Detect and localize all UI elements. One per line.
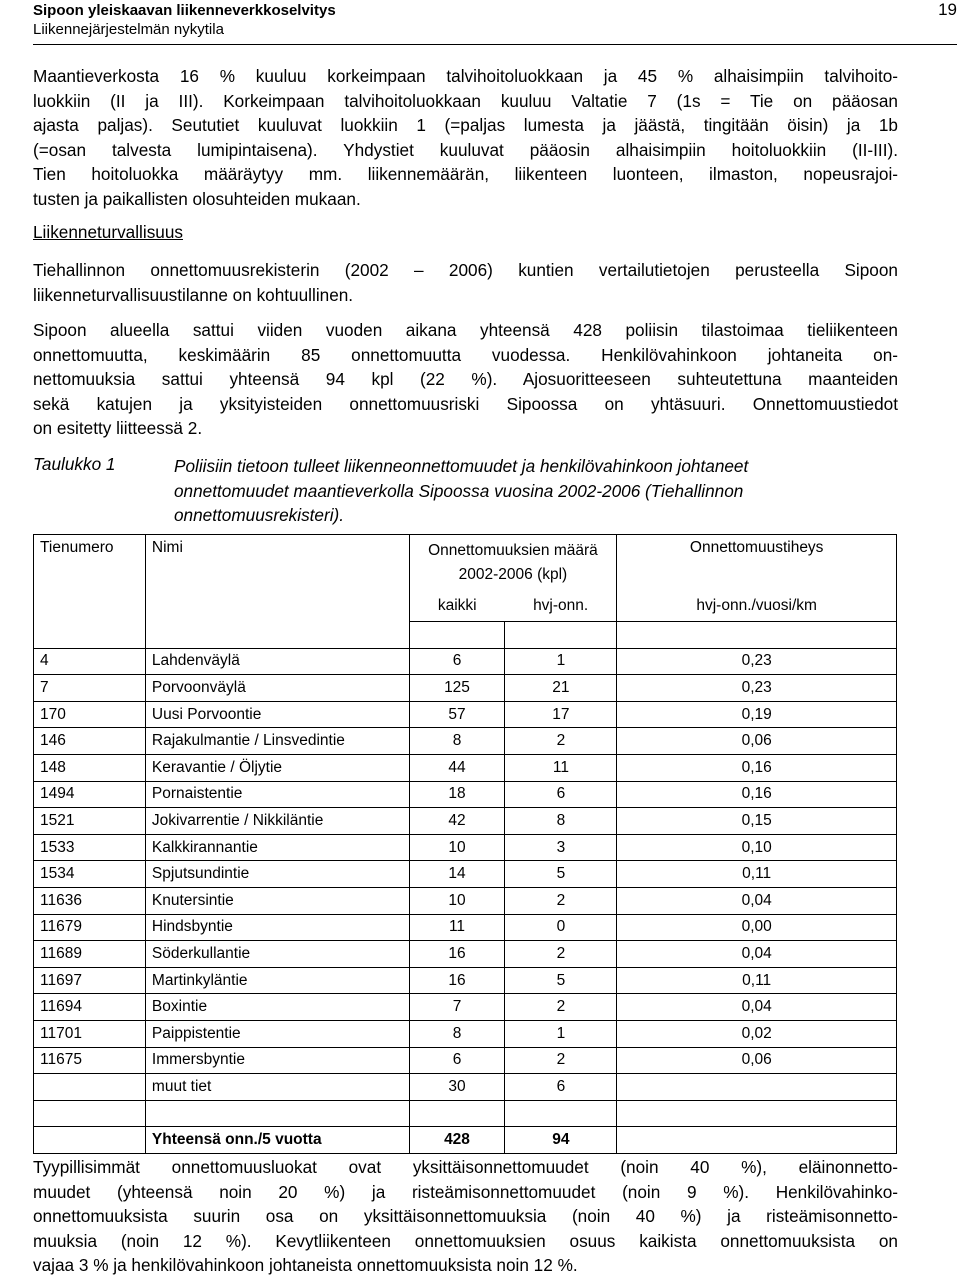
cell-tiheys: 0,23 (617, 675, 897, 702)
cell-hvj: 5 (505, 967, 617, 994)
text-line: onnettomuuksista suurin osa on yksittäisonnettomuuksia (noin 40 %) ja risteämisonnetto- (33, 1206, 898, 1226)
table-row (34, 834, 897, 861)
table-row (34, 675, 897, 702)
cell-tiheys: 0,23 (617, 648, 897, 675)
table-caption (174, 454, 900, 528)
cell-hvj: 1 (505, 648, 617, 675)
table-header-row (34, 535, 897, 592)
cell-tiheys: 0,04 (617, 994, 897, 1021)
table-caption-label: Taulukko 1 (33, 454, 116, 474)
cell-tiheys: 0,06 (617, 728, 897, 755)
table-row (34, 994, 897, 1021)
header-tiheys-unit: hvj-onn./vuosi/km (617, 591, 897, 622)
text-line: nettomuuksia sattui yhteensä 94 kpl (22 %). Ajosuoritteeseen suhteutettuna maanteiden (33, 369, 898, 389)
paragraph-accident-types (33, 1155, 898, 1278)
header-hvj: hvj-onn. (505, 591, 617, 622)
cell-tienumero: 11689 (34, 941, 146, 968)
cell-kaikki: 14 (409, 861, 505, 888)
cell-tienumero: 148 (34, 754, 146, 781)
text-line: Maantieverkosta 16 % kuuluu korkeimpaan talvihoitoluokkaan ja 45 % alhaisimpiin talvihoito- (33, 66, 898, 86)
caption-line: onnettomuudet maantieverkolla Sipoossa vuosina 2002-2006 (Tiehallinnon (174, 480, 744, 501)
table-row (34, 648, 897, 675)
cell-hvj: 8 (505, 808, 617, 835)
cell-kaikki: 16 (409, 941, 505, 968)
cell-tiheys: 0,15 (617, 808, 897, 835)
cell-tienumero: 11679 (34, 914, 146, 941)
total-hvj: 94 (505, 1127, 617, 1154)
paragraph-winter-maintenance (33, 64, 898, 211)
cell-hvj: 6 (505, 781, 617, 808)
cell-hvj: 11 (505, 754, 617, 781)
text-line: tusten ja paikallisten olosuhteiden mukaan. (33, 188, 361, 209)
cell-tienumero: 11697 (34, 967, 146, 994)
cell-kaikki: 8 (409, 728, 505, 755)
caption-line: Poliisiin tietoon tulleet liikenneonnettomuudet ja henkilövahinkoon johtaneet (174, 456, 749, 476)
cell-kaikki: 10 (409, 834, 505, 861)
cell-tienumero: 11675 (34, 1047, 146, 1074)
text-line: (=osan talvesta lumipintaisena). Yhdystiet kuuluvat pääosin alhaisimpiin hoitoluokkiin (II-III). (33, 139, 898, 160)
cell-tienumero: 11701 (34, 1020, 146, 1047)
cell-hvj: 21 (505, 675, 617, 702)
table-row (34, 701, 897, 728)
document-title: Sipoon yleiskaavan liikenneverkkoselvitys (33, 2, 336, 19)
header-tienumero: Tienumero (34, 535, 146, 622)
header-nimi: Nimi (145, 535, 409, 622)
text-line: Tyypillisimmät onnettomuusluokat ovat yksittäisonnettomuudet (noin 40 %), eläinonnetto- (33, 1157, 898, 1177)
cell-tienumero: 170 (34, 701, 146, 728)
cell-kaikki: 18 (409, 781, 505, 808)
text-line: liikenneturvallisuustilanne on kohtuullinen. (33, 284, 354, 305)
cell-kaikki: 11 (409, 914, 505, 941)
cell-kaikki: 10 (409, 887, 505, 914)
header-kaikki: kaikki (409, 591, 505, 622)
cell-tiheys: 0,19 (617, 701, 897, 728)
cell-hvj: 2 (505, 994, 617, 1021)
paragraph-safety-intro (33, 258, 898, 307)
cell-tiheys: 0,11 (617, 967, 897, 994)
cell-tiheys: 0,04 (617, 887, 897, 914)
cell-tiheys: 0,02 (617, 1020, 897, 1047)
cell-nimi: Lahdenväylä (145, 648, 409, 675)
table-row (34, 754, 897, 781)
table-row (34, 728, 897, 755)
cell-nimi: Spjutsundintie (145, 861, 409, 888)
cell-hvj: 2 (505, 887, 617, 914)
cell-nimi: Rajakulmantie / Linsvedintie (145, 728, 409, 755)
table-row (34, 887, 897, 914)
cell-kaikki: 8 (409, 1020, 505, 1047)
cell-nimi: Pornaistentie (145, 781, 409, 808)
cell-tiheys: 0,11 (617, 861, 897, 888)
cell-tienumero: 4 (34, 648, 146, 675)
cell-nimi: Kalkkirannantie (145, 834, 409, 861)
cell-nimi: Martinkyläntie (145, 967, 409, 994)
table-spacer-row (34, 622, 897, 649)
cell-hvj: 1 (505, 1020, 617, 1047)
cell-tienumero: 1534 (34, 861, 146, 888)
cell-tienumero: 146 (34, 728, 146, 755)
cell-nimi: Uusi Porvoontie (145, 701, 409, 728)
text-line: Tiehallinnon onnettomuusrekisterin (2002 – 2006) kuntien vertailutietojen perusteella Sipoon (33, 260, 898, 280)
cell-hvj: 17 (505, 701, 617, 728)
total-label: Yhteensä onn./5 vuotta (145, 1127, 409, 1154)
paragraph-accident-stats (33, 318, 898, 441)
document-subtitle: Liikennejärjestelmän nykytila (33, 21, 224, 38)
cell-nimi: Knutersintie (145, 887, 409, 914)
cell-tiheys: 0,16 (617, 781, 897, 808)
total-kaikki: 428 (409, 1127, 505, 1154)
cell-tiheys: 0,10 (617, 834, 897, 861)
cell-hvj: 0 (505, 914, 617, 941)
cell-nimi: Boxintie (145, 994, 409, 1021)
table-total-row (34, 1127, 897, 1154)
cell-hvj: 2 (505, 728, 617, 755)
text-line: luokkiin (II ja III). Korkeimpaan talvihoitoluokkaan kuuluu Valtatie 7 (1s = Tie on pääosan (33, 90, 898, 111)
cell-kaikki: 30 (409, 1074, 505, 1101)
text-line: sekä katujen ja yksityisteiden onnettomuusriski Sipoossa on yhtäsuuri. Onnettomuustiedot (33, 393, 898, 414)
accident-table (33, 534, 897, 1154)
cell-kaikki: 44 (409, 754, 505, 781)
table-row (34, 1074, 897, 1101)
cell-tienumero: 7 (34, 675, 146, 702)
cell-tienumero: 1533 (34, 834, 146, 861)
cell-tienumero: 1494 (34, 781, 146, 808)
table-row (34, 861, 897, 888)
section-heading: Liikenneturvallisuus (33, 222, 183, 242)
table-row (34, 781, 897, 808)
page-header (33, 0, 957, 45)
cell-tienumero: 11636 (34, 887, 146, 914)
table-spacer-row (34, 1100, 897, 1127)
cell-kaikki: 42 (409, 808, 505, 835)
cell-nimi: Jokivarrentie / Nikkiläntie (145, 808, 409, 835)
table-row (34, 967, 897, 994)
cell-kaikki: 7 (409, 994, 505, 1021)
text-line: onnettomuutta, keskimäärin 85 onnettomuutta vuodessa. Henkilövahinkoon johtaneita on- (33, 344, 898, 365)
cell-kaikki: 16 (409, 967, 505, 994)
cell-tienumero: 11694 (34, 994, 146, 1021)
text-line: muuksia (noin 12 %). Kevytliikenteen onnettomuuksien osuus kaikista onnettomuuksista on (33, 1230, 898, 1251)
cell-tiheys: 0,04 (617, 941, 897, 968)
header-tiheys: Onnettomuustiheys (617, 535, 897, 592)
cell-tienumero: 1521 (34, 808, 146, 835)
cell-kaikki: 125 (409, 675, 505, 702)
cell-kaikki: 6 (409, 1047, 505, 1074)
cell-tiheys (617, 1074, 897, 1101)
cell-hvj: 6 (505, 1074, 617, 1101)
cell-hvj: 5 (505, 861, 617, 888)
cell-nimi: Paippistentie (145, 1020, 409, 1047)
table-row (34, 1020, 897, 1047)
cell-nimi: Keravantie / Öljytie (145, 754, 409, 781)
cell-hvj: 2 (505, 941, 617, 968)
cell-hvj: 2 (505, 1047, 617, 1074)
table-row (34, 941, 897, 968)
cell-tiheys: 0,00 (617, 914, 897, 941)
cell-nimi: muut tiet (145, 1074, 409, 1101)
cell-tiheys: 0,06 (617, 1047, 897, 1074)
page-number: 19 (938, 0, 957, 19)
cell-hvj: 3 (505, 834, 617, 861)
cell-tiheys: 0,16 (617, 754, 897, 781)
text-line: Sipoon alueella sattui viiden vuoden aikana yhteensä 428 poliisin tilastoimaa tieliikenteen (33, 320, 898, 340)
cell-nimi: Hindsbyntie (145, 914, 409, 941)
text-line: muudet (yhteensä noin 20 %) ja risteämisonnettomuudet (noin 9 %). Henkilövahinko- (33, 1181, 898, 1202)
cell-nimi: Immersbyntie (145, 1047, 409, 1074)
cell-nimi: Söderkullantie (145, 941, 409, 968)
table-row (34, 808, 897, 835)
cell-tienumero (34, 1074, 146, 1101)
cell-nimi: Porvoonväylä (145, 675, 409, 702)
table-row (34, 914, 897, 941)
cell-kaikki: 6 (409, 648, 505, 675)
header-maara: Onnettomuuksien määrä 2002-2006 (kpl) (409, 535, 617, 592)
cell-kaikki: 57 (409, 701, 505, 728)
table-row (34, 1047, 897, 1074)
text-line: ajasta paljas). Seututiet kuuluvat luokkiin 1 (=paljas lumesta ja jäästä, tingitään öisin) ja 1b (33, 115, 898, 135)
text-line: vajaa 3 % ja henkilövahinkoon johtaneista onnettomuuksista noin 12 %. (33, 1255, 578, 1275)
caption-line: onnettomuusrekisteri). (174, 505, 345, 525)
text-line: on esitetty liitteessä 2. (33, 418, 203, 438)
text-line: Tien hoitoluokka määräytyy mm. liikennemäärän, liikenteen luonteen, ilmaston, nopeusrajoi- (33, 164, 898, 184)
